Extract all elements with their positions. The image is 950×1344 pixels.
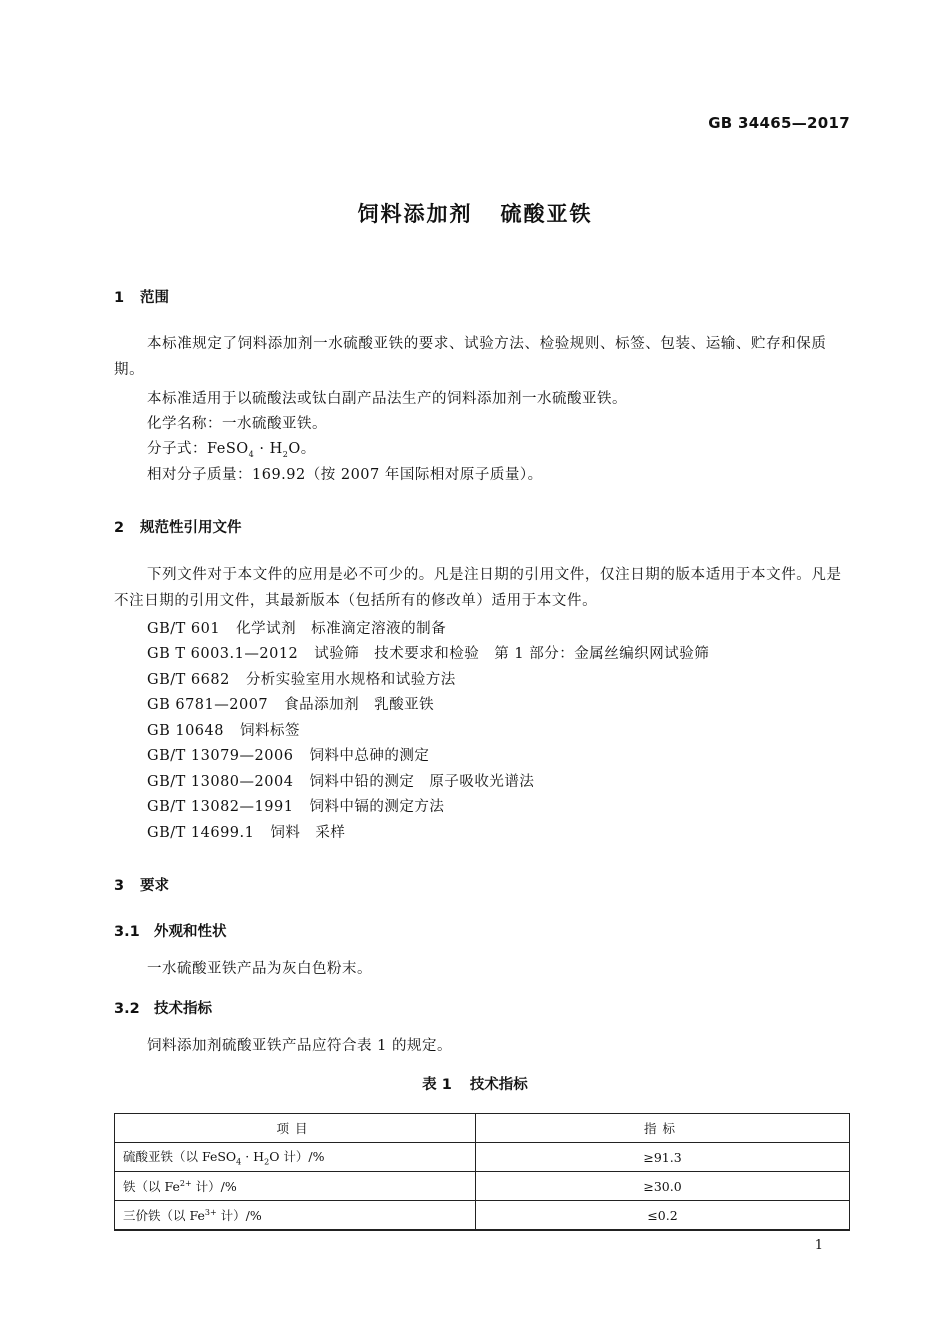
table-row	[115, 1172, 850, 1201]
reference-item: GB/T 601 化学试剂 标准滴定溶液的制备	[147, 621, 447, 637]
table-row	[115, 1201, 850, 1231]
document-title	[0, 198, 950, 228]
reference-item: GB 6781—2007 食品添加剂 乳酸亚铁	[147, 697, 435, 713]
table-cell-value: ≥30.0	[476, 1172, 850, 1201]
reference-item: GB 10648 饲料标签	[147, 723, 300, 739]
reference-item: GB/T 13082—1991 饲料中镉的测定方法	[147, 799, 445, 815]
molecular-mass: 相对分子质量：169.92（按 2007 年国际相对原子质量）。	[147, 467, 543, 483]
scope-paragraph-2: 本标准适用于以硫酸法或钛白副产品法生产的饲料添加剂一水硫酸亚铁。	[147, 391, 627, 407]
table-header-row	[115, 1114, 850, 1143]
table-cell-item: 三价铁（以 $Fe^{3+}$ 计）/%	[115, 1201, 476, 1231]
table-caption: 表 1 技术指标	[422, 1077, 528, 1093]
column-header-value: 指标	[476, 1114, 850, 1143]
section-2-heading: 2 规范性引用文件	[114, 520, 242, 536]
technical-index-text: 饲料添加剂硫酸亚铁产品应符合表 1 的规定。	[147, 1038, 452, 1054]
section-3-1-heading: 3.1 外观和性状	[114, 924, 227, 940]
column-header-item: 项目	[115, 1114, 476, 1143]
table-cell-item: 硫酸亚铁（以 FeSO$_4$ · $H_2O$ 计）/%	[115, 1143, 476, 1172]
molecular-formula: 分子式：FeSO$_4$ · $H_2O$。	[147, 441, 316, 459]
table-cell-item: 铁（以 $Fe^{2+}$ 计）/%	[115, 1172, 476, 1201]
appearance-text: 一水硫酸亚铁产品为灰白色粉末。	[147, 961, 372, 977]
reference-item: GB T 6003.1—2012 试验筛 技术要求和检验 第 1 部分：金属丝编织网试验筛	[147, 646, 710, 662]
chemical-name: 化学名称：一水硫酸亚铁。	[147, 416, 327, 432]
technical-index-table	[114, 1113, 850, 1231]
title-part-2: 硫酸亚铁	[500, 202, 593, 226]
reference-item: GB/T 13080—2004 饲料中铅的测定 原子吸收光谱法	[147, 774, 535, 790]
page-number: 1	[814, 1238, 823, 1253]
section-1-heading: 1 范围	[114, 290, 169, 306]
reference-item: GB/T 6682 分析实验室用水规格和试验方法	[147, 672, 456, 688]
table-cell-value: ≥91.3	[476, 1143, 850, 1172]
scope-paragraph-1: 本标准规定了饲料添加剂一水硫酸亚铁的要求、试验方法、检验规则、标签、包装、运输、贮存和保质期。	[114, 336, 827, 378]
standard-code: GB 34465—2017	[708, 114, 850, 132]
normative-paragraph: 下列文件对于本文件的应用是必不可少的。凡是注日期的引用文件，仅注日期的版本适用于本文件。凡是不注日期的引用文件，其最新版本（包括所有的修改单）适用于本文件。	[114, 567, 842, 609]
table-cell-value: ≤0.2	[476, 1201, 850, 1231]
section-3-2-heading: 3.2 技术指标	[114, 1001, 212, 1017]
title-part-1: 饲料添加剂	[357, 202, 473, 226]
reference-item: GB/T 13079—2006 饲料中总砷的测定	[147, 748, 430, 764]
table-row	[115, 1143, 850, 1172]
reference-item: GB/T 14699.1 饲料 采样	[147, 825, 346, 841]
section-3-heading: 3 要求	[114, 878, 169, 894]
